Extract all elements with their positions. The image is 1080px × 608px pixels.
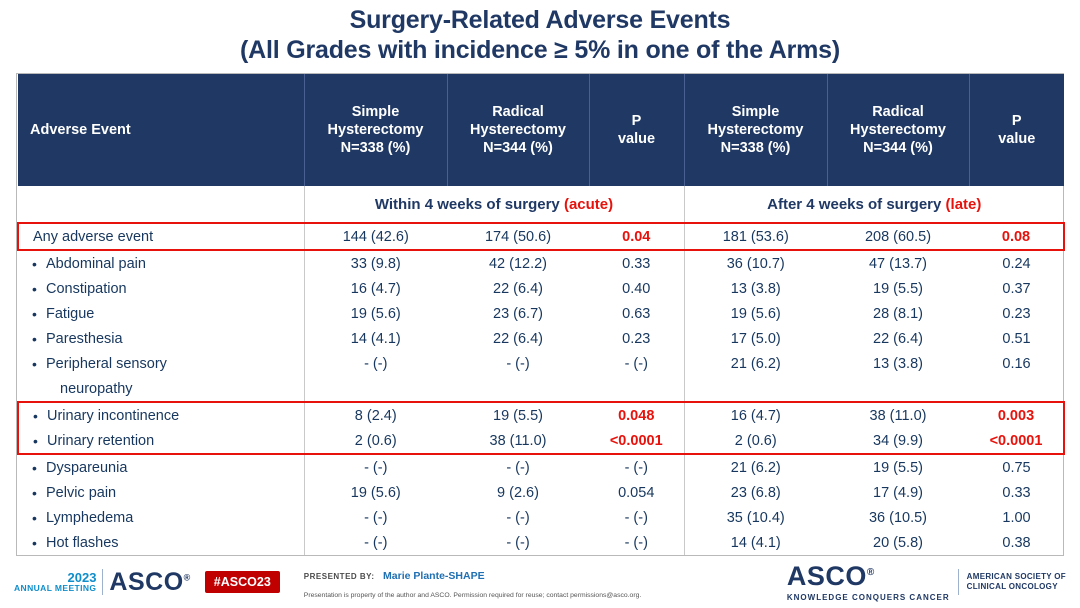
presented-by-line [304,564,641,586]
row-cell: 14 (4.1) [350,330,401,347]
logo-divider [102,569,103,595]
row-label: • Lymphedema [18,505,304,530]
row-cell: 22 (6.4) [493,330,543,347]
header-line: Radical [492,103,544,120]
row-cell: 13 (3.8) [873,355,923,372]
logo-year [14,571,96,594]
row-cell: 16 (4.7) [350,280,401,297]
group-header-row [18,186,1064,223]
row-label: • Fatigue [18,301,304,326]
row-cell: 42 (12.2) [488,255,548,272]
row-cell: - (-) [364,459,388,476]
significant-value: 0.003 [997,407,1035,424]
row-cell [589,376,684,402]
table-row [18,301,1064,326]
row-label: • Urinary retention [18,428,304,454]
group-blank-cell [18,186,304,223]
row-cell: 9 (2.6) [497,484,539,501]
row-cell: - (-) [589,351,684,376]
row-cell [969,223,1064,250]
row-cell: 13 (3.8) [730,280,781,297]
row-cell: 19 (5.6) [350,484,401,501]
header-p-value-acute [589,74,684,186]
logo-word-text: ASCO [109,567,184,596]
table-row [18,223,1064,250]
logo-word-block [109,567,191,596]
row-cell: 0.63 [589,301,684,326]
table-row [18,480,1064,505]
row-cell: - (-) [506,355,530,372]
header-line: N=338 (%) [340,140,411,157]
row-cell: 20 (5.8) [873,534,923,551]
logo-word [109,567,191,596]
row-cell: 38 (11.0) [447,428,589,454]
row-cell: - (-) [589,454,684,480]
header-radical-hysterectomy-acute [447,74,589,186]
significant-value: 0.04 [622,228,651,245]
row-cell: 17 (4.9) [873,484,923,501]
table-row [18,351,1064,376]
row-cell [969,402,1064,428]
adverse-events-table [17,74,1065,555]
row-cell: 8 (2.4) [304,402,447,428]
row-cell: 2 (0.6) [684,428,827,454]
row-cell: - (-) [364,509,388,526]
row-cell: - (-) [364,534,388,551]
header-p-value-late [969,74,1064,186]
header-radical-hysterectomy-late [827,74,969,186]
asco-logo-divider [958,569,959,595]
header-line: Simple [351,103,400,120]
header-line: Radical [872,103,924,120]
row-cell: 21 (6.2) [730,459,781,476]
header-line: Hysterectomy [327,121,424,138]
row-cell: 21 (6.2) [730,355,781,372]
row-cell: 181 (53.6) [684,223,827,250]
row-cell: 0.37 [1002,280,1031,297]
row-cell [304,376,447,402]
row-cell [589,402,684,428]
permission-text: Presentation is property of the author and ASCO. Permission required for reuse; contact permissions@asco.org. [303,591,642,599]
hashtag-badge: #ASCO23 [205,571,280,593]
row-cell: 2 (0.6) [304,428,447,454]
table-row [18,376,1064,402]
header-simple-hysterectomy-acute [304,74,447,186]
row-cell: 19 (5.6) [350,305,401,322]
row-cell: 0.75 [1002,459,1031,476]
header-line: Simple [731,103,780,120]
group-acute [304,186,684,223]
row-cell: 0.33 [1002,484,1031,501]
row-cell: 0.23 [1002,305,1031,322]
row-label: • Peripheral sensory [18,351,304,376]
row-cell [969,376,1064,402]
significant-value: 0.048 [618,407,655,424]
row-cell: 35 (10.4) [726,509,785,526]
header-simple-hysterectomy-late [684,74,827,186]
row-cell: - (-) [589,530,684,555]
row-cell: - (-) [589,505,684,530]
row-cell: - (-) [506,459,530,476]
asco-society-line1: AMERICAN SOCIETY OF [966,571,1066,581]
header-line: N=338 (%) [720,140,791,157]
row-label: • Dyspareunia [18,454,304,480]
row-cell: 17 (5.0) [730,330,781,347]
row-label: neuropathy [18,376,304,402]
row-cell: 19 (5.5) [447,402,589,428]
row-cell: 1.00 [1002,509,1031,526]
table-row [18,428,1064,454]
table-row [18,326,1064,351]
presented-by-block [304,564,641,600]
row-label: • Constipation [18,276,304,301]
row-label: Any adverse event [18,223,304,250]
table-header-row [18,74,1064,186]
table-body [18,223,1064,555]
logo-year-text: 2023 [67,569,97,585]
table-row [18,530,1064,555]
row-cell: 22 (6.4) [873,330,923,347]
row-cell: 36 (10.7) [726,255,785,272]
row-label: • Urinary incontinence [18,402,304,428]
row-cell [827,376,969,402]
row-cell: 0.33 [589,250,684,276]
header-line: N=344 (%) [483,140,553,157]
asco-society-line2: CLINICAL ONCOLOGY [966,582,1058,591]
row-cell: 34 (9.9) [827,428,969,454]
asco-brand-text: ASCO [786,560,867,591]
group-late-text: After 4 weeks of surgery [767,195,946,213]
group-late-accent: (late) [945,195,982,213]
header-adverse-event: Adverse Event [18,74,304,186]
row-label: • Hot flashes [18,530,304,555]
row-cell: 23 (6.8) [730,484,781,501]
row-cell: 174 (50.6) [447,223,589,250]
logo-year-subtext: ANNUAL MEETING [14,583,97,594]
asco-society-name [967,572,1066,593]
row-cell [969,428,1064,454]
table-row [18,402,1064,428]
row-cell: 208 (60.5) [827,223,969,250]
group-acute-text: Within 4 weeks of surgery [374,195,564,213]
title-line-2: (All Grades with incidence ≥ 5% in one of the Arms) [240,35,840,64]
row-cell: 47 (13.7) [868,255,928,272]
adverse-events-table-wrap [16,73,1064,556]
row-cell: 38 (11.0) [827,402,969,428]
row-cell [589,428,684,454]
significant-value: <0.0001 [609,432,663,449]
group-late [684,186,1064,223]
row-cell: 0.16 [1002,355,1031,372]
header-line: P [1011,112,1022,129]
title-line-1: Surgery-Related Adverse Events [349,6,731,34]
row-cell: - (-) [364,355,388,372]
header-line: value [998,131,1036,147]
table-row [18,276,1064,301]
row-label: • Pelvic pain [18,480,304,505]
asco-tagline: KNOWLEDGE CONQUERS CANCER [786,592,950,602]
row-cell: 22 (6.4) [493,280,543,297]
row-cell: 14 (4.1) [730,534,781,551]
row-cell: - (-) [506,534,530,551]
row-cell: 28 (8.1) [873,305,923,322]
row-cell: 19 (5.5) [873,459,923,476]
row-cell: 19 (5.5) [873,280,923,297]
asco-society-logo [786,560,1066,602]
header-line: Hysterectomy [470,121,566,138]
row-cell [684,376,827,402]
row-cell: 33 (9.8) [350,255,401,272]
registered-mark: ® [183,572,191,583]
row-cell [447,376,589,402]
slide-footer [0,556,1080,608]
row-cell: 0.40 [589,276,684,301]
significant-value: 0.08 [1001,228,1031,245]
header-line: N=344 (%) [863,140,933,157]
group-acute-accent: (acute) [563,195,614,213]
row-cell: 19 (5.6) [730,305,781,322]
row-cell: 0.38 [1002,534,1031,551]
header-line: Hysterectomy [707,121,804,138]
header-line: Hysterectomy [850,121,946,138]
page-title [0,0,1080,65]
asco-annual-meeting-logo [14,569,191,595]
presented-by-label: PRESENTED BY: [303,572,375,582]
table-row [18,454,1064,480]
registered-mark: ® [866,566,875,578]
row-label: • Paresthesia [18,326,304,351]
row-cell: 23 (6.7) [493,305,543,322]
row-cell: 144 (42.6) [304,223,447,250]
significant-value: <0.0001 [989,432,1043,449]
row-cell: 0.054 [589,480,684,505]
asco-brand [786,560,950,591]
presenter-name: Marie Plante-SHAPE [383,570,485,583]
row-cell: 0.24 [1002,255,1031,272]
table-row [18,250,1064,276]
row-cell: - (-) [506,509,530,526]
table-group-header [18,186,1064,223]
asco-brand-block [786,560,950,602]
header-line: value [617,131,656,147]
table-header [18,74,1064,186]
row-label: • Abdominal pain [18,250,304,276]
table-row [18,505,1064,530]
row-cell: 0.51 [1002,330,1031,347]
row-cell: 16 (4.7) [684,402,827,428]
row-cell [589,223,684,250]
row-cell: 36 (10.5) [868,509,928,526]
header-line: P [631,112,642,129]
row-cell: 0.23 [589,326,684,351]
